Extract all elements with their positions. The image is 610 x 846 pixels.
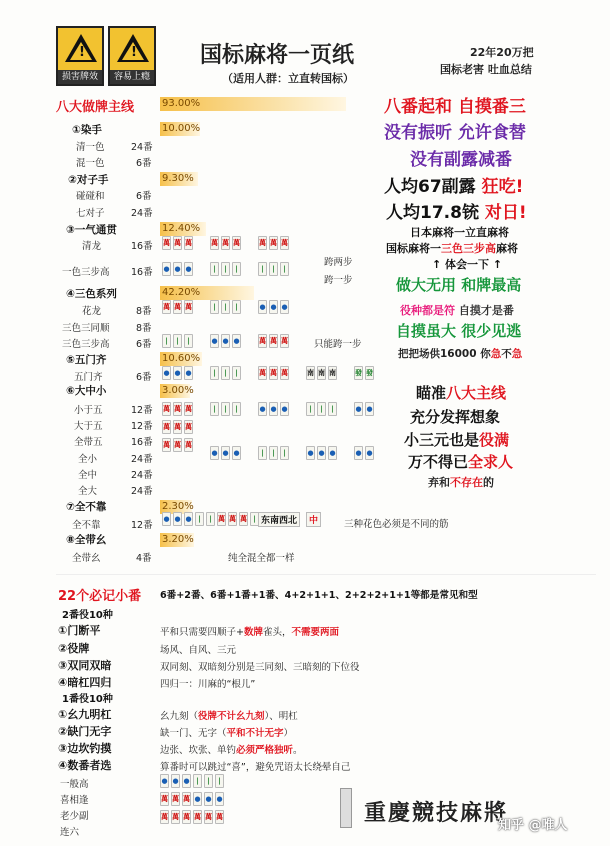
hand-fan: 6番	[136, 158, 152, 169]
mahjong-tile-icon: 萬	[182, 810, 191, 824]
mahjong-tile-icon: 萬	[258, 334, 267, 348]
desc-text: ）、明杠	[264, 711, 298, 722]
slogan	[404, 429, 509, 450]
note: 三种花色必须是不同的筋	[344, 519, 449, 530]
slogan-text: 不	[501, 348, 512, 360]
mahjong-tile-icon: |	[193, 774, 202, 788]
section-bar: 2.30%	[162, 501, 194, 512]
mahjong-tile-icon: 萬	[232, 236, 241, 250]
slogan	[384, 92, 526, 117]
mahjong-tile-icon: 南	[317, 366, 326, 380]
small-fan-name: ④数番者选	[58, 759, 112, 772]
small-fan-desc	[160, 708, 298, 722]
section-title: ②对子手	[68, 174, 109, 186]
mahjong-tile-icon: ●	[232, 334, 241, 348]
mahjong-tile-icon: |	[210, 262, 219, 276]
mahjong-tile-icon: |	[317, 402, 326, 416]
mahjong-tile-icon: |	[232, 366, 241, 380]
hand-fan: 8番	[136, 323, 152, 334]
hand-name: 全中	[78, 470, 98, 481]
tile-group	[354, 366, 374, 380]
slogan-text: 瞄准	[416, 384, 447, 402]
slogan-text: 八番起和	[384, 97, 452, 117]
mahjong-tile-icon: ●	[204, 792, 213, 806]
tile-group	[162, 236, 193, 250]
section-title: ⑥大中小	[66, 385, 107, 397]
small-fan-subtitle: 6番+2番、6番+1番+1番、4+2+1+1、2+2+2+1+1等都是常见和型	[160, 590, 478, 601]
tile-group	[162, 334, 193, 348]
slogan: 没有振听 允许食替	[384, 123, 526, 143]
small-fan-desc	[160, 624, 339, 638]
mahjong-tile-icon: |	[250, 512, 259, 526]
slogan-text: 急	[511, 348, 523, 360]
main-lines-heading: 八大做牌主线	[56, 100, 135, 115]
small-fan-desc: 算番时可以跳过“喜”，避免咒语太长绕晕自己	[160, 762, 351, 773]
mahjong-tile-icon: 萬	[258, 366, 267, 380]
small-fan-name: ③双同双暗	[58, 659, 112, 672]
author-line: 22年20万把	[470, 46, 534, 59]
desc-text: 役牌不计幺九刻	[198, 711, 265, 722]
tile-group	[162, 262, 193, 276]
slogan-text: 和牌最高	[461, 276, 522, 294]
section-bar: 42.20%	[160, 286, 254, 300]
mahjong-tile-icon: |	[232, 262, 241, 276]
slogan-text: 自摸才是番	[458, 304, 514, 317]
hand-name: 五门齐	[74, 372, 103, 383]
watermark: 知乎 @唯人	[498, 818, 568, 833]
mahjong-tile-icon: |	[162, 334, 171, 348]
desc-text: 平和只需要四顺子+	[160, 627, 244, 638]
slogan	[386, 240, 518, 256]
mahjong-tile-icon: 萬	[215, 810, 224, 824]
section-bar: 3.00%	[162, 385, 194, 396]
hand-fan: 12番	[131, 520, 153, 531]
mahjong-tile-icon: |	[280, 262, 289, 276]
mahjong-tile-icon: ●	[269, 300, 278, 314]
section-title: ④三色系列	[66, 288, 117, 300]
mahjong-tile-icon: ●	[354, 402, 363, 416]
tile-group	[162, 512, 259, 526]
slogan	[398, 346, 522, 361]
mahjong-tile-icon: ●	[215, 792, 224, 806]
tile-group	[162, 366, 193, 380]
note: 只能跨一步	[314, 339, 362, 350]
mahjong-tile-icon: 萬	[221, 236, 230, 250]
hand-fan: 16番	[131, 267, 153, 278]
mahjong-tile-icon: |	[221, 366, 230, 380]
tile-group	[162, 438, 193, 452]
hand-name: 三色三同顺	[62, 323, 110, 334]
extra-fan: 喜相逢	[60, 795, 89, 806]
note: 跨两步	[324, 257, 353, 268]
hand-fan: 24番	[131, 142, 153, 153]
hand-name: 七对子	[76, 208, 105, 219]
mahjong-tile-icon: 萬	[217, 512, 226, 526]
mahjong-tile-icon: ●	[365, 446, 374, 460]
small-fan-name: ③边坎钓摸	[58, 742, 112, 755]
desc-text: 必须严格独听	[236, 745, 294, 756]
mahjong-tile-icon: 萬	[228, 512, 237, 526]
small-fan-name: ②役牌	[58, 642, 90, 655]
hand-fan: 16番	[131, 241, 153, 252]
desc-text: 不需要两面	[291, 627, 340, 638]
section-title: ⑦全不靠	[66, 501, 107, 513]
divider	[56, 574, 596, 575]
hand-name: 三色三步高	[62, 339, 110, 350]
mahjong-tile-icon: ●	[232, 446, 241, 460]
slogan	[408, 451, 513, 472]
mahjong-tile-icon: |	[204, 774, 213, 788]
desc-text: 。	[293, 745, 303, 756]
mahjong-tile-icon: 萬	[269, 366, 278, 380]
slogan-text: 八大主线	[446, 384, 507, 402]
mahjong-tile-icon: ●	[173, 366, 182, 380]
mahjong-tile-icon: 萬	[162, 438, 171, 452]
slogan: 充分发挥想象	[410, 408, 501, 426]
mahjong-tile-icon: |	[210, 366, 219, 380]
mahjong-tile-icon: |	[184, 334, 193, 348]
author-line: 国标老害 吐血总结	[440, 63, 532, 76]
tile-group	[258, 262, 289, 276]
mahjong-tile-icon: ●	[365, 402, 374, 416]
mahjong-tile-icon: ●	[210, 446, 219, 460]
desc-text: 数牌	[243, 627, 263, 638]
hand-name: 一色三步高	[62, 267, 110, 278]
slogan: 没有副露减番	[410, 150, 512, 170]
tile-group	[162, 300, 193, 314]
hand-name: 小于五	[74, 405, 103, 416]
tile-group	[160, 792, 224, 806]
mahjong-tile-icon: 南	[328, 366, 337, 380]
hand-fan: 24番	[131, 486, 153, 497]
slogan	[400, 302, 514, 318]
section-title: ⑧全带幺	[66, 534, 107, 546]
mahjong-tile-icon: ●	[328, 446, 337, 460]
mahjong-tile-icon: 萬	[182, 792, 191, 806]
slogan-text: 万不得已	[408, 453, 469, 471]
page-title: 国标麻将一页纸	[200, 43, 355, 68]
hand-fan: 4番	[136, 553, 152, 564]
slogan-text: 急	[490, 348, 502, 360]
mahjong-tile-icon: ●	[280, 402, 289, 416]
mahjong-tile-icon: ●	[184, 512, 193, 526]
section-bar: 12.40%	[160, 222, 206, 236]
warning-label: 容易上瘾	[110, 70, 154, 84]
small-fan-title: 22个必记小番	[58, 589, 142, 604]
tile-group	[210, 334, 241, 348]
mahjong-tile-icon: 萬	[184, 300, 193, 314]
mahjong-tile-icon: 萬	[184, 236, 193, 250]
section-title: ③一气通贯	[66, 224, 117, 236]
mahjong-tile-icon: |	[306, 402, 315, 416]
desc-text: ）	[283, 728, 294, 739]
slogan	[396, 274, 521, 295]
section-bar: 10.60%	[162, 353, 201, 364]
mahjong-tile-icon: |	[232, 402, 241, 416]
slogan	[384, 172, 523, 197]
slogan-text: 不存在	[450, 476, 483, 489]
mahjong-tile-icon: |	[221, 300, 230, 314]
brand-calligraphy: 重慶競技麻將	[364, 800, 509, 826]
hand-name: 全小	[78, 454, 98, 465]
tile-group	[210, 366, 241, 380]
mahjong-tile-icon: 萬	[184, 402, 193, 416]
desc-text: 雀头，	[262, 627, 292, 638]
mahjong-tile-icon: 發	[354, 366, 363, 380]
mahjong-tile-icon: ●	[173, 262, 182, 276]
mahjong-tile-icon: ●	[162, 262, 171, 276]
mahjong-tile-icon: ●	[184, 366, 193, 380]
mahjong-tile-icon: |	[221, 262, 230, 276]
small-fan-desc	[160, 725, 293, 739]
mahjong-tile-icon: 萬	[162, 300, 171, 314]
mahjong-tile-icon: ●	[210, 334, 219, 348]
mahjong-tile-icon: ●	[354, 446, 363, 460]
tile-group	[160, 810, 224, 824]
mahjong-tile-icon: |	[210, 402, 219, 416]
mahjong-tile-icon: ●	[162, 512, 171, 526]
mahjong-tile-icon: ●	[258, 300, 267, 314]
mahjong-tile-icon: ●	[193, 792, 202, 806]
tile-group	[210, 236, 241, 250]
tile-group	[258, 446, 289, 460]
section-title: ⑤五门齐	[66, 354, 107, 366]
tile-group	[258, 300, 289, 314]
mahjong-tile-icon: ●	[162, 366, 171, 380]
mahjong-tile-icon: 萬	[173, 420, 182, 434]
mahjong-tile-icon: 萬	[280, 334, 289, 348]
mahjong-tile-icon: ●	[306, 446, 315, 460]
mahjong-tile-icon: |	[195, 512, 204, 526]
tile-group	[162, 402, 193, 416]
mahjong-tile-icon: 萬	[204, 810, 213, 824]
desc-text: 边张、坎张、单钓	[160, 745, 237, 756]
mahjong-tile-icon: |	[210, 300, 219, 314]
hand-fan: 24番	[131, 470, 153, 481]
extra-fan: 连六	[60, 827, 80, 838]
mahjong-tile-icon: ●	[258, 402, 267, 416]
hand-name: 全带五	[74, 437, 103, 448]
extra-fan: 一般高	[60, 779, 89, 790]
warning-sign: ! 容易上瘾	[108, 26, 156, 86]
tile-group	[210, 300, 241, 314]
hand-name: 大于五	[74, 421, 103, 432]
slogan-text: 做大无用	[396, 276, 457, 294]
mahjong-tile-icon: 萬	[269, 334, 278, 348]
mahjong-tile-icon: 萬	[173, 236, 182, 250]
mahjong-tile-icon: |	[258, 446, 267, 460]
hand-fan: 6番	[136, 191, 152, 202]
mahjong-tile-icon: 發	[365, 366, 374, 380]
mahjong-tile-icon: |	[328, 402, 337, 416]
small-fan-desc: 双同刻、双暗刻分别是三同刻、三暗刻的下位役	[160, 662, 360, 673]
mahjong-tile-icon: 萬	[280, 366, 289, 380]
group-title: 1番役10种	[62, 694, 113, 705]
mahjong-tile-icon: ●	[221, 446, 230, 460]
slogan-text: 国标麻将一	[386, 242, 441, 255]
warning-sign: ! 损害牌效	[56, 26, 104, 86]
hand-name: 清龙	[82, 241, 102, 252]
mahjong-tile-icon: |	[232, 300, 241, 314]
desc-text: 缺一门、无字（	[160, 728, 227, 739]
mahjong-tile-icon: 萬	[184, 420, 193, 434]
slogan-text: 三色三步高	[441, 242, 496, 255]
mahjong-tile-icon: 萬	[162, 402, 171, 416]
hand-fan: 16番	[131, 437, 153, 448]
mahjong-tile-icon: |	[173, 334, 182, 348]
mahjong-tile-icon: 萬	[171, 792, 180, 806]
mahjong-tile-icon: 萬	[193, 810, 202, 824]
tile-group	[210, 262, 241, 276]
mahjong-tile-icon: ●	[173, 512, 182, 526]
small-fan-name: ②缺门无字	[58, 725, 112, 738]
section-bar: 10.00%	[162, 123, 201, 134]
desc-text: 幺九刻（	[160, 711, 199, 722]
group-title: 2番役10种	[62, 610, 113, 621]
slogan-text: 弃和	[428, 476, 450, 489]
mahjong-tile-icon: |	[269, 446, 278, 460]
mahjong-tile-icon: ●	[269, 402, 278, 416]
tile-group	[162, 420, 193, 434]
hand-fan: 12番	[131, 405, 153, 416]
slogan-text: 小三元也是	[404, 431, 480, 449]
slogan-text: 全求人	[468, 453, 514, 471]
mahjong-tile-icon: 萬	[162, 420, 171, 434]
slogan-text: 自摸番三	[457, 97, 526, 117]
slogan-text: 人均17.8铳	[386, 203, 479, 223]
slogan	[416, 382, 506, 403]
tile-group	[210, 402, 241, 416]
mahjong-tile-icon: |	[258, 262, 267, 276]
mahjong-tile-icon: 萬	[160, 810, 169, 824]
mahjong-tile-icon: ●	[182, 774, 191, 788]
slogan: 日本麻将一立直麻将	[410, 226, 509, 239]
slogan	[428, 474, 494, 490]
mahjong-tile-icon: |	[269, 262, 278, 276]
mahjong-tile-icon: 萬	[258, 236, 267, 250]
tile-group	[258, 402, 289, 416]
hand-fan: 6番	[136, 339, 152, 350]
section-bar: 9.30%	[160, 172, 198, 186]
mahjong-tile-icon: |	[206, 512, 215, 526]
tile-group	[354, 446, 374, 460]
mahjong-tile-icon: 萬	[171, 810, 180, 824]
hand-fan: 8番	[136, 306, 152, 317]
desc-text: 平和不计无字	[226, 728, 284, 739]
hand-fan: 24番	[131, 208, 153, 219]
mahjong-tile-icon: 萬	[160, 792, 169, 806]
mahjong-tile-icon: 萬	[162, 236, 171, 250]
mahjong-tile-icon: 萬	[269, 236, 278, 250]
slogan-text: 你	[480, 348, 491, 360]
small-fan-desc: 场风、自风、三元	[160, 645, 237, 656]
hand-name: 全不靠	[72, 520, 101, 531]
section-bar: 3.20%	[162, 534, 194, 545]
hand-name: 全大	[78, 486, 98, 497]
mahjong-tile-icon: 萬	[173, 438, 182, 452]
hand-name: 混一色	[76, 158, 105, 169]
slogan-text: 对日!	[484, 203, 527, 223]
tile-group	[354, 402, 374, 416]
section-title: ①染手	[72, 124, 102, 136]
tile-group	[160, 774, 224, 788]
mahjong-tile-icon: ●	[317, 446, 326, 460]
hand-fan: 24番	[131, 454, 153, 465]
tile-group	[258, 236, 289, 250]
slogan-text: 狂吃!	[481, 177, 524, 197]
zhong-tile: 中	[306, 512, 321, 527]
slogan	[386, 198, 527, 223]
tile-group	[258, 334, 289, 348]
small-fan-name: ①幺九明杠	[58, 708, 112, 721]
note: 跨一步	[324, 275, 353, 286]
mahjong-tile-icon: 萬	[239, 512, 248, 526]
warning-label: 损害牌效	[58, 70, 102, 84]
slogan-text: 的	[483, 476, 494, 489]
slogan: ↑ 体会一下 ↑	[432, 258, 503, 271]
tile-group	[210, 446, 241, 460]
mahjong-tile-icon: 萬	[184, 438, 193, 452]
hand-fan: 12番	[131, 421, 153, 432]
audience-note: （适用人群：立直转国标）	[222, 72, 354, 85]
mahjong-tile-icon: ●	[221, 334, 230, 348]
tile-group	[258, 366, 289, 380]
small-fan-desc	[160, 742, 303, 756]
slogan-text: 役满	[479, 431, 510, 449]
mahjong-tile-icon: |	[215, 774, 224, 788]
mahjong-tile-icon: 萬	[210, 236, 219, 250]
slogan-text: 把把场供16000	[398, 348, 477, 360]
hand-name: 清一色	[76, 142, 105, 153]
hand-name: 全带幺	[72, 553, 101, 564]
mahjong-tile-icon: 萬	[173, 402, 182, 416]
main-lines-bar: 93.00%	[160, 97, 346, 111]
small-fan-name: ④暗杠四归	[58, 676, 112, 689]
mahjong-tile-icon: ●	[280, 300, 289, 314]
slogan-text: 役种都是符	[400, 304, 455, 317]
hand-name: 花龙	[82, 306, 102, 317]
mahjong-tile-icon: ●	[171, 774, 180, 788]
tile-group	[306, 402, 337, 416]
slogan-text: 麻将	[496, 242, 518, 255]
mahjong-tile-icon: 萬	[173, 300, 182, 314]
mahjong-tile-icon: ●	[160, 774, 169, 788]
small-fan-name: ①门断平	[58, 624, 101, 637]
mahjong-tile-icon: 萬	[280, 236, 289, 250]
slogan: 自摸虽大 很少见逃	[396, 322, 522, 340]
mahjong-tile-icon: |	[221, 402, 230, 416]
mahjong-tile-icon: 南	[306, 366, 315, 380]
hand-fan: 6番	[136, 372, 152, 383]
slogan-text: 人均67副露	[384, 177, 476, 197]
tile-group	[306, 366, 337, 380]
hand-name: 碰碰和	[76, 191, 105, 202]
tower-logo-icon	[340, 788, 352, 828]
mahjong-tile-icon: ●	[184, 262, 193, 276]
note: 纯全混全都一样	[228, 553, 295, 564]
tile-group	[306, 446, 337, 460]
small-fan-desc: 四归一：川麻的“根儿”	[160, 679, 256, 690]
extra-fan: 老少副	[60, 811, 89, 822]
mahjong-tile-icon: |	[280, 446, 289, 460]
wind-tiles: 东南西北	[258, 512, 300, 527]
